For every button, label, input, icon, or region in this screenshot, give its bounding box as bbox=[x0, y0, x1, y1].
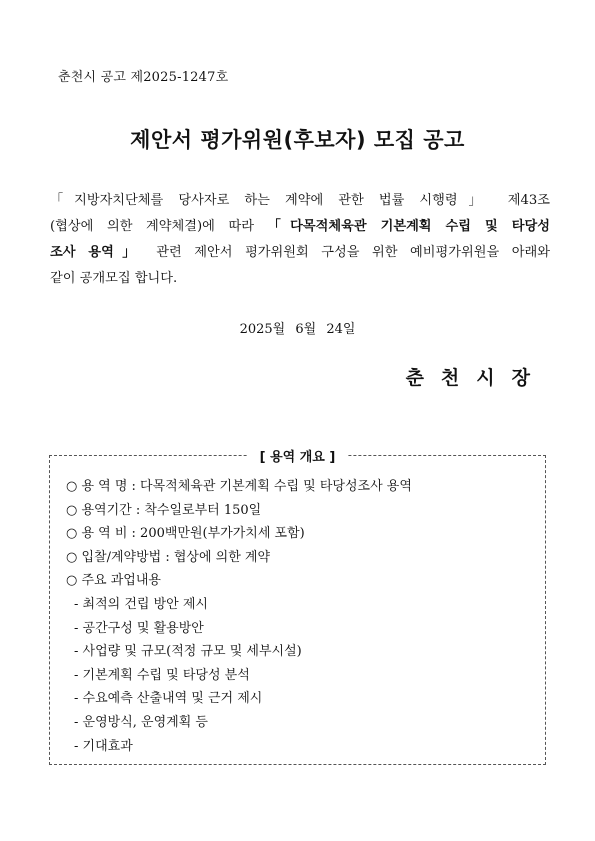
notice-number: 춘천시 공고 제2025-1247호 bbox=[58, 70, 229, 85]
task-item: - 기본계획 수립 및 타당성 분석 bbox=[74, 667, 250, 683]
service-name-bold-part-2: 조사 용역」 bbox=[50, 245, 144, 260]
task-item: - 최적의 건립 방안 제시 bbox=[74, 596, 208, 612]
service-overview-heading-wrap bbox=[0, 446, 595, 465]
task-item: - 사업량 및 규모(적정 규모 및 세부시설) bbox=[74, 644, 302, 660]
overview-item-cost: ○ 용 역 비 : 200백만원(부가가치세 포함) bbox=[66, 526, 305, 542]
task-item: - 운영방식, 운영계획 등 bbox=[74, 714, 208, 730]
overview-item-main-tasks: ○ 주요 과업내용 bbox=[66, 573, 161, 589]
service-overview-heading: [ 용역 개요 ] bbox=[248, 450, 348, 465]
task-item: - 기대효과 bbox=[74, 738, 133, 754]
announcement-body bbox=[50, 188, 550, 292]
body-line-4: 같이 공개모집 합니다. bbox=[50, 271, 178, 286]
issuer-signature: 춘천시장 bbox=[405, 367, 547, 389]
body-line-1: 「지방자치단체를 당사자로 하는 계약에 관한 법률 시행령」 제43조 bbox=[50, 193, 550, 208]
body-line-3-suffix: 관련 제안서 평가위원회 구성을 위한 예비평가위원을 아래와 bbox=[143, 245, 550, 260]
task-item: - 공간구성 및 활용방안 bbox=[74, 620, 204, 636]
service-overview-list bbox=[66, 478, 536, 761]
overview-item-period: ○ 용역기간 : 착수일로부터 150일 bbox=[66, 502, 262, 518]
announcement-date: 2025월 6월 24일 bbox=[239, 322, 356, 337]
task-item: - 수요예측 산출내역 및 근거 제시 bbox=[74, 691, 263, 707]
body-line-2 bbox=[50, 214, 550, 240]
overview-item-service-name: ○ 용 역 명 : 다목적체육관 기본계획 수립 및 타당성조사 용역 bbox=[66, 479, 412, 494]
page-title: 제안서 평가위원(후보자) 모집 공고 bbox=[130, 128, 465, 152]
body-line-2-prefix: (협상에 의한 계약체결)에 따라 bbox=[50, 219, 268, 234]
service-name-bold-part-1: 「다목적체육관 기본계획 수립 및 타당성 bbox=[267, 219, 550, 234]
overview-item-contract-method: ○ 입찰/계약방법 : 협상에 의한 계약 bbox=[66, 549, 271, 565]
body-line-3 bbox=[50, 240, 550, 266]
